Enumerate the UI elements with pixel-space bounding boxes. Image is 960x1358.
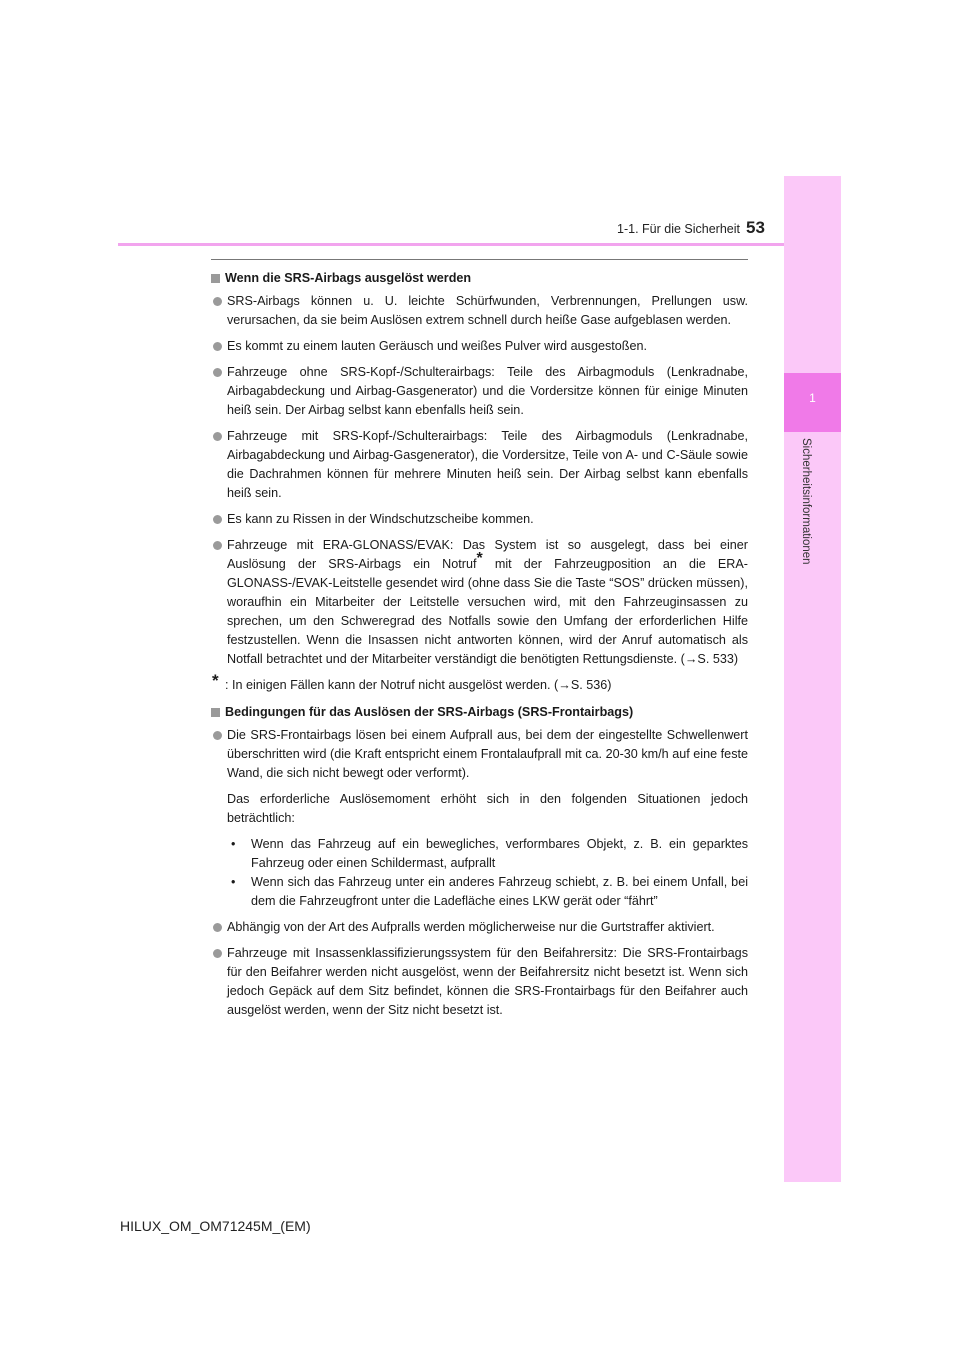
footnote-text: : In einigen Fällen kann der Notruf nicht ausgelöst werden. (→S. 536): [225, 678, 612, 692]
bullet-dot-icon: [213, 432, 222, 441]
bullet-item: [211, 726, 748, 783]
sub-item: [211, 873, 748, 911]
bullet-item: [211, 337, 748, 356]
bullet-dot-icon: [213, 731, 222, 740]
bullet-dot-icon: [213, 342, 222, 351]
bullet-item-text: SRS-Airbags können u. U. leichte Schürfwunden, Verbrennungen, Prellungen usw. verursachen, da sie beim Auslösen extrem schnell durch heiße Gase aufgeblasen werden.: [227, 294, 748, 327]
bullet-item-text: Fahrzeuge mit Insassenklassifizierungssystem für den Beifahrersitz: Die SRS-Frontairbags für den Beifahrer werden nicht ausgelöst, wenn der Beifahrersitz nicht besetzt ist. Wenn sich jedoch Gepäck auf dem Sitz befindet, können die SRS-Frontairbags für den Beifahrer auch ausgelöst werden, wenn der Sitz nicht besetzt ist.: [227, 946, 748, 1017]
footnote-star: *: [212, 671, 219, 690]
page-number: 53: [746, 218, 765, 237]
bullet-item-text: Fahrzeuge mit SRS-Kopf-/Schulterairbags: Teile des Airbagmoduls (Lenkradnabe, Airbagabdeckung und Airbag-Gasgenerator), die Vordersitze, Teile von A- und C-Säule sowie die Dachrahmen können für mehrere Minuten heiß sein. Der Airbag selbst kann ebenfalls heiß sein.: [227, 429, 748, 500]
square-bullet-icon: [211, 708, 220, 717]
era-text-part2: mit der Fahrzeugposition an die ERA-GLONASS-/EVAK-Leitstelle gesendet wird (ohne dass Sie die Taste “SOS” drücken müssen), woraufhin ein Mitarbeiter der Leitstelle versuchen wird, mit den Fahrzeuginsassen zu sprechen, um den Schweregrad des Notfalls sowie den Umfang der erforderlichen Hilfe festzustellen. Wenn die Insassen nicht antworten können, wird der Anruf automatisch als Notfall betrachtet und der Mitarbeiter verständigt die benötigten Rettungsdienste. (→S. 533): [227, 557, 749, 666]
sub-item-text: Wenn das Fahrzeug auf ein bewegliches, verformbares Objekt, z. B. ein geparktes Fahrzeug oder einen Schildermast, aufprallt: [251, 837, 748, 870]
bullet-item: [211, 427, 748, 503]
bullet-dot-icon: [213, 297, 222, 306]
sub-item-marker: •: [231, 837, 236, 851]
main-content: [211, 259, 748, 1027]
section-label: 1-1. Für die Sicherheit: [617, 222, 740, 236]
section-heading: [211, 703, 748, 722]
section-heading: [211, 269, 748, 288]
footnote-star: *: [476, 550, 483, 567]
bullet-item: [211, 944, 748, 1020]
bullet-item: [211, 918, 748, 937]
paragraph: Das erforderliche Auslösemoment erhöht sich in den folgenden Situationen jedoch beträchtlich:: [227, 792, 748, 825]
content-top-rule: [211, 259, 748, 260]
bullet-item-text: Es kann zu Rissen in der Windschutzscheibe kommen.: [227, 512, 534, 526]
chapter-tab-title: Sicherheitsinformationen: [800, 438, 812, 565]
header-rule: [118, 243, 784, 246]
footnote: [211, 671, 748, 695]
section-heading-text: Wenn die SRS-Airbags ausgelöst werden: [225, 271, 472, 285]
square-bullet-icon: [211, 274, 220, 283]
bullet-item-era-glonass: [211, 536, 748, 669]
era-text-part1: Fahrzeuge mit ERA-GLONASS/EVAK: Das System ist so ausgelegt, dass bei einer Auslösung der SRS-Airbags ein Notruf: [227, 538, 748, 571]
chapter-side-strip: [784, 176, 841, 1182]
bullet-item-text: Es kommt zu einem lauten Geräusch und weißes Pulver wird ausgestoßen.: [227, 339, 647, 353]
bullet-item: [211, 292, 748, 330]
section-heading-text: Bedingungen für das Auslösen der SRS-Airbags (SRS-Frontairbags): [225, 705, 634, 719]
bullet-dot-icon: [213, 949, 222, 958]
sub-item: [211, 835, 748, 873]
sub-item-text: Wenn sich das Fahrzeug unter ein anderes Fahrzeug schiebt, z. B. bei einem Unfall, bei dem die Fahrzeugfront unter die Ladefläche eines LKW gerät oder “fährt”: [251, 875, 748, 908]
sub-item-marker: •: [231, 875, 236, 889]
bullet-item-text: Fahrzeuge ohne SRS-Kopf-/Schulterairbags: Teile des Airbagmoduls (Lenkradnabe, Airbagabdeckung und Airbag-Gasgenerator) und die Vordersitze können für einige Minuten heiß sein. Der Airbag selbst kann ebenfalls heiß sein.: [227, 365, 748, 417]
bullet-dot-icon: [213, 368, 222, 377]
chapter-tab-number: 1: [809, 391, 816, 405]
footer-doc-id: HILUX_OM_OM71245M_(EM): [120, 1218, 311, 1234]
bullet-item-text: Die SRS-Frontairbags lösen bei einem Aufprall aus, bei dem der eingestellte Schwellenwert überschritten wird (die Kraft entspricht einem Frontalaufprall mit ca. 20-30 km/h auf eine feste Wand, die sich nicht bewegt oder verformt).: [227, 728, 748, 780]
bullet-dot-icon: [213, 541, 222, 550]
bullet-item-text: Abhängig von der Art des Aufpralls werden möglicherweise nur die Gurtstraffer aktiviert.: [227, 920, 715, 934]
bullet-item: [211, 363, 748, 420]
bullet-dot-icon: [213, 923, 222, 932]
bullet-dot-icon: [213, 515, 222, 524]
bullet-item: [211, 510, 748, 529]
